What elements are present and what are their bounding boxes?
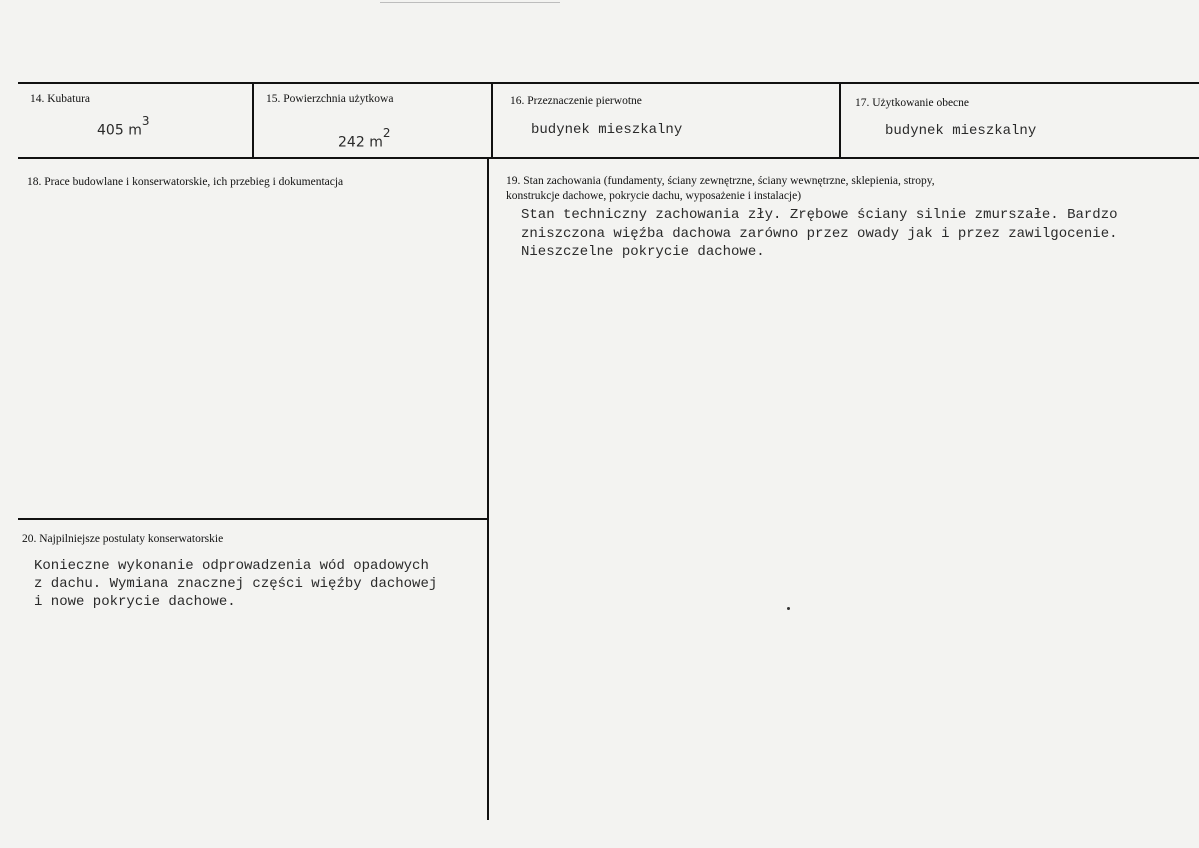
ink-dot [787,607,790,610]
field-19-text-line-2: zniszczona więźba dachowa zarówno przez owady jak i przez zawilgocenie. [521,226,1118,242]
kubatura-unit-exponent: 3 [141,114,150,128]
row-divider-1 [18,157,1199,159]
field-19-label-line-2: konstrukcje dachowe, pokrycie dachu, wyposażenie i instalacje) [506,190,802,202]
field-18-label: 18. Prace budowlane i konserwatorskie, ich przebieg i dokumentacja [27,176,344,188]
page-top-edge [380,2,560,3]
powierzchnia-unit-exponent: 2 [382,126,391,140]
field-15-label: 15. Powierzchnia użytkowa [266,93,394,105]
field-19-label-line-1: 19. Stan zachowania (fundamenty, ściany zewnętrzne, ściany wewnętrzne, sklepienia, stropy, [506,175,935,187]
field-20-text-line-3: i nowe pokrycie dachowe. [34,594,236,610]
field-20-text-line-1: Konieczne wykonanie odprowadzenia wód opadowych [34,558,429,574]
field-16-label: 16. Przeznaczenie pierwotne [510,95,642,107]
col-divider-15-16 [491,83,493,158]
field-19-text-line-1: Stan techniczny zachowania zły. Zrębowe ściany silnie zmurszałe. Bardzo [521,207,1118,223]
field-16-value: budynek mieszkalny [531,122,683,138]
section-18-20-divider [18,518,489,520]
field-14-label: 14. Kubatura [30,93,91,105]
field-20-label: 20. Najpilniejsze postulaty konserwatorskie [22,533,224,545]
field-20-text-line-2: z dachu. Wymiana znacznej części więźby dachowej [34,576,438,592]
kubatura-number: 405 [97,122,124,139]
powierzchnia-unit: m [369,134,383,151]
field-17-label: 17. Użytkowanie obecne [855,97,970,109]
col-divider-main [487,158,489,820]
field-17-value: budynek mieszkalny [885,123,1037,139]
kubatura-unit: m [128,122,142,139]
field-14-value [97,114,150,139]
field-19-text-line-3: Nieszczelne pokrycie dachowe. [521,244,765,260]
powierzchnia-number: 242 [338,134,365,151]
top-border [18,82,1199,84]
col-divider-16-17 [839,83,841,158]
col-divider-14-15 [252,83,254,158]
field-15-value [338,126,391,151]
